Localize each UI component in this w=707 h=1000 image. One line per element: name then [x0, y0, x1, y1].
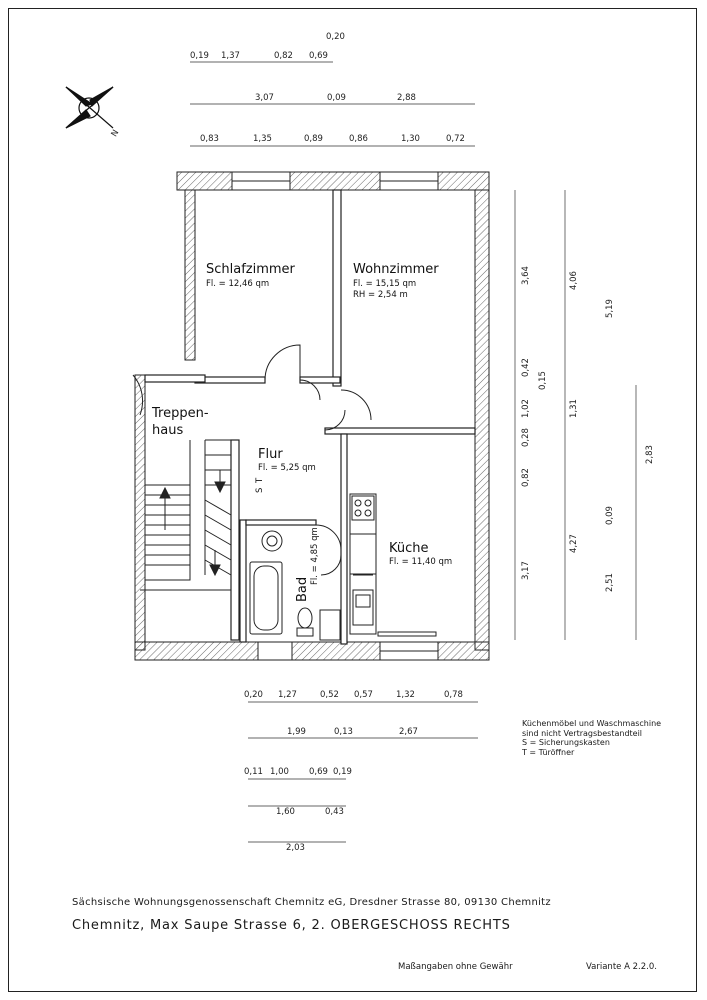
svg-text:3,07: 3,07 [255, 93, 274, 103]
footer-address: Chemnitz, Max Saupe Strasse 6, 2. OBERGESCHOSS RECHTS [72, 918, 511, 933]
svg-text:0,13: 0,13 [334, 727, 353, 737]
room-area-wohnzimmer: Fl. = 15,15 qm [353, 279, 417, 289]
svg-text:1,00: 1,00 [270, 767, 289, 777]
svg-text:0,20: 0,20 [244, 690, 263, 700]
svg-text:0,28: 0,28 [521, 428, 531, 447]
svg-text:3,17: 3,17 [521, 561, 531, 580]
room-area-schlafzimmer: Fl. = 12,46 qm [206, 279, 270, 289]
svg-text:1,35: 1,35 [253, 134, 272, 144]
svg-text:2,83: 2,83 [645, 445, 655, 464]
svg-text:0,09: 0,09 [327, 93, 346, 103]
svg-text:4,27: 4,27 [569, 534, 579, 553]
svg-text:1,32: 1,32 [396, 690, 415, 700]
svg-text:0,19: 0,19 [333, 767, 352, 777]
svg-text:2,67: 2,67 [399, 727, 418, 737]
svg-text:0,43: 0,43 [325, 807, 344, 817]
svg-text:0,78: 0,78 [444, 690, 463, 700]
svg-text:4,06: 4,06 [569, 271, 579, 290]
svg-text:2,88: 2,88 [397, 93, 416, 103]
svg-text:1,02: 1,02 [521, 399, 531, 418]
room-name-treppenhaus-1: Treppen- [152, 406, 209, 421]
svg-text:3,64: 3,64 [521, 266, 531, 285]
room-name-bad: Bad [295, 576, 310, 602]
svg-text:0,89: 0,89 [304, 134, 323, 144]
legend-note [522, 719, 661, 757]
svg-text:0,83: 0,83 [200, 134, 219, 144]
north-label: N [109, 128, 122, 139]
symbol-t: T [255, 477, 265, 483]
svg-text:0,72: 0,72 [446, 134, 465, 144]
room-height-wohnzimmer: RH = 2,54 m [353, 290, 408, 300]
symbol-s: S [255, 487, 265, 493]
footer-company: Sächsische Wohnungsgenossenschaft Chemnitz eG, Dresdner Strasse 80, 09130 Chemnitz [72, 897, 551, 908]
svg-text:1,60: 1,60 [276, 807, 295, 817]
svg-text:2,51: 2,51 [605, 573, 615, 592]
svg-text:1,27: 1,27 [278, 690, 297, 700]
svg-text:0,57: 0,57 [354, 690, 373, 700]
svg-text:0,69: 0,69 [309, 51, 328, 61]
room-area-flur: Fl. = 5,25 qm [258, 463, 316, 473]
svg-text:0,11: 0,11 [244, 767, 263, 777]
svg-text:1,99: 1,99 [287, 727, 306, 737]
footer-variant: Variante A 2.2.0. [586, 962, 657, 972]
room-name-treppenhaus-2: haus [152, 423, 184, 438]
svg-text:0,15: 0,15 [538, 371, 548, 390]
room-name-wohnzimmer: Wohnzimmer [353, 262, 439, 277]
svg-text:0,69: 0,69 [309, 767, 328, 777]
svg-text:0,82: 0,82 [274, 51, 293, 61]
svg-text:0,86: 0,86 [349, 134, 368, 144]
footer-disclaimer: Maßangaben ohne Gewähr [398, 962, 513, 972]
room-name-kueche: Küche [389, 541, 429, 556]
svg-text:0,09: 0,09 [605, 506, 615, 525]
room-name-flur: Flur [258, 447, 283, 462]
note-line-1: Küchenmöbel und Waschmaschine [522, 719, 662, 728]
svg-text:1,30: 1,30 [401, 134, 420, 144]
svg-text:5,19: 5,19 [605, 299, 615, 318]
svg-text:0,52: 0,52 [320, 690, 339, 700]
staircase [140, 440, 231, 590]
note-line-3: S = Sicherungskasten [522, 738, 610, 747]
svg-text:0,42: 0,42 [521, 358, 531, 377]
svg-text:2,03: 2,03 [286, 843, 305, 853]
svg-text:0,82: 0,82 [521, 468, 531, 487]
room-area-kueche: Fl. = 11,40 qm [389, 557, 453, 567]
note-line-2: sind nicht Vertragsbestandteil [522, 728, 643, 738]
svg-text:0,19: 0,19 [190, 51, 209, 61]
room-area-bad: Fl. = 4,85 qm [310, 527, 320, 585]
compass-icon [66, 87, 113, 128]
room-name-schlafzimmer: Schlafzimmer [206, 262, 295, 277]
svg-text:1,37: 1,37 [221, 51, 240, 61]
svg-text:0,20: 0,20 [326, 32, 345, 42]
svg-text:1,31: 1,31 [569, 399, 579, 418]
note-line-4: T = Türöffner [522, 747, 575, 757]
